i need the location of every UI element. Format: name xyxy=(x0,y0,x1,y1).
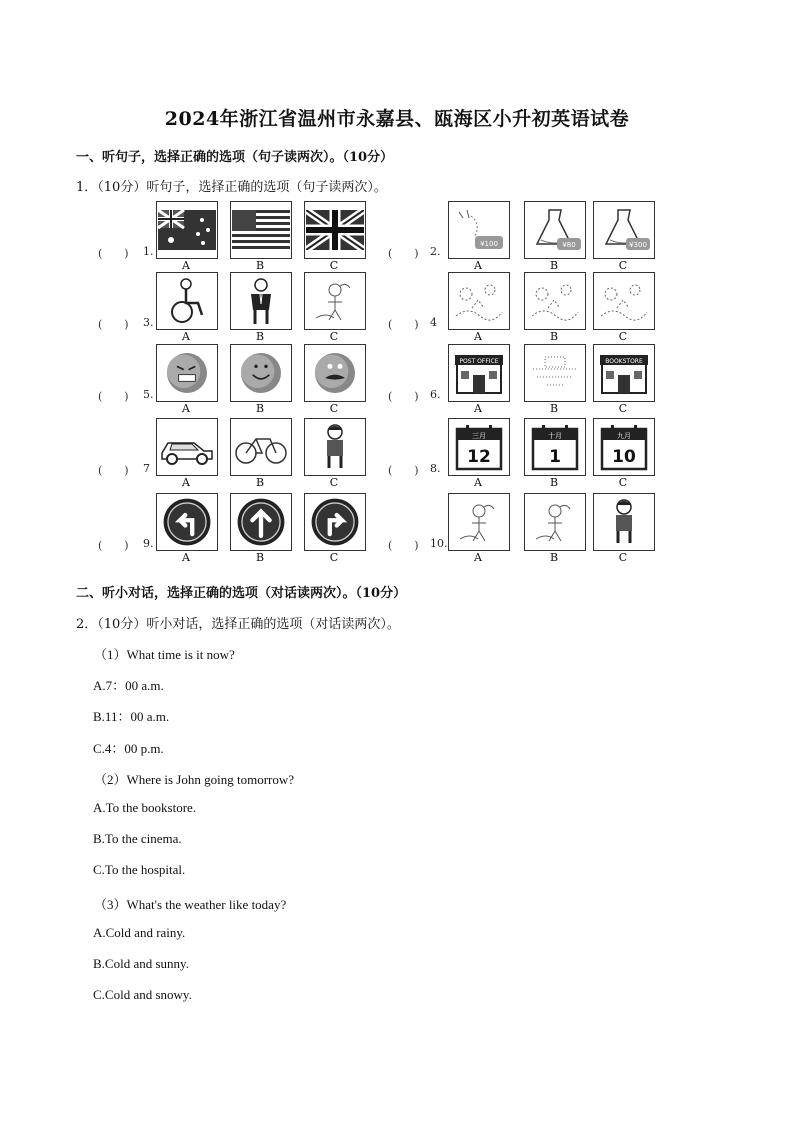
picture-option xyxy=(448,493,510,551)
answer-parenthesis: ( ) xyxy=(388,539,419,552)
answer-parenthesis: ( ) xyxy=(388,247,419,260)
option-letter: C xyxy=(618,551,628,564)
picture-option xyxy=(156,344,218,402)
price-tag-icon xyxy=(451,206,507,254)
option-letter: C xyxy=(329,330,339,343)
picture-option xyxy=(304,418,366,476)
picture-option xyxy=(304,272,366,330)
option-1b: B.11：00 a.m. xyxy=(93,709,170,724)
option-2b: B.To the cinema. xyxy=(93,831,182,846)
australia-flag-icon xyxy=(158,210,216,250)
option-letter: C xyxy=(329,259,339,272)
angry-face-icon xyxy=(162,348,212,398)
picture-option xyxy=(304,493,366,551)
item-number: 2. xyxy=(430,245,441,258)
picture-option xyxy=(524,344,586,402)
bookstore-icon xyxy=(596,349,652,397)
picture-option xyxy=(524,418,586,476)
svg-text:10: 10 xyxy=(612,447,636,467)
picture-option xyxy=(230,493,292,551)
post-office-icon xyxy=(451,349,507,397)
turn-left-icon xyxy=(161,496,213,548)
option-letter: A xyxy=(182,259,190,272)
calendar-icon xyxy=(530,423,580,471)
option-2a: A.To the bookstore. xyxy=(93,800,197,815)
picture-option xyxy=(593,344,655,402)
option-letter: C xyxy=(618,402,628,415)
option-3b: B.Cold and sunny. xyxy=(93,956,189,971)
answer-parenthesis: ( ) xyxy=(98,390,129,403)
option-1a: A.7：00 a.m. xyxy=(93,678,164,693)
picture-option xyxy=(593,493,655,551)
item-number: 10. xyxy=(430,537,448,550)
option-letter: A xyxy=(182,402,190,415)
item-number: 4 xyxy=(430,316,437,329)
option-letter: B xyxy=(549,476,559,489)
option-letter: B xyxy=(549,330,559,343)
picture-option xyxy=(230,344,292,402)
picture-option xyxy=(230,201,292,259)
option-letter: B xyxy=(255,476,265,489)
calendar-icon xyxy=(454,423,504,471)
picture-option xyxy=(448,418,510,476)
street-icon xyxy=(527,349,583,397)
option-letter: A xyxy=(474,330,482,343)
option-letter: B xyxy=(549,259,559,272)
scene-icon xyxy=(452,278,506,324)
option-letter: C xyxy=(329,402,339,415)
calendar-icon xyxy=(599,423,649,471)
dress-icon xyxy=(596,206,652,254)
svg-text:三月: 三月 xyxy=(472,432,486,440)
option-letter: A xyxy=(182,476,190,489)
wheelchair-icon xyxy=(164,276,210,326)
item-number: 5. xyxy=(143,388,154,401)
sub-question-1: （1）What time is it now? xyxy=(94,647,235,662)
option-3a: A.Cold and rainy. xyxy=(93,925,186,940)
option-letter: C xyxy=(618,476,628,489)
bike-icon xyxy=(232,427,290,467)
option-letter: C xyxy=(329,551,339,564)
picture-option xyxy=(304,201,366,259)
option-3c: C.Cold and snowy. xyxy=(93,987,192,1002)
picture-option xyxy=(524,272,586,330)
option-letter: A xyxy=(474,551,482,564)
item-number: 6. xyxy=(430,388,441,401)
answer-parenthesis: ( ) xyxy=(98,318,129,331)
svg-text:12: 12 xyxy=(467,447,491,467)
item-number: 9. xyxy=(143,537,154,550)
svg-text:九月: 九月 xyxy=(617,432,631,440)
svg-text:1: 1 xyxy=(549,447,561,467)
answer-parenthesis: ( ) xyxy=(388,390,419,403)
option-letter: B xyxy=(549,551,559,564)
question-2: 2．（10分）听小对话，选择正确的选项（对话读两次）。 xyxy=(76,617,400,632)
mustache-face-icon xyxy=(310,348,360,398)
scene-icon xyxy=(597,278,651,324)
section-2-heading: 二、听小对话，选择正确的选项（对话读两次）。（10分） xyxy=(76,586,407,601)
option-1c: C.4：00 p.m. xyxy=(93,741,164,756)
option-letter: A xyxy=(182,551,190,564)
option-letter: A xyxy=(474,476,482,489)
picture-option xyxy=(156,493,218,551)
boy-icon xyxy=(315,422,355,472)
item-number: 7 xyxy=(143,462,150,475)
page-title: 2024年浙江省温州市永嘉县、瓯海区小升初英语试卷 xyxy=(164,108,630,130)
svg-text:BOOKSTORE: BOOKSTORE xyxy=(605,358,643,365)
option-letter: B xyxy=(255,259,265,272)
svg-text:¥300: ¥300 xyxy=(629,241,647,249)
answer-parenthesis: ( ) xyxy=(98,464,129,477)
picture-option xyxy=(304,344,366,402)
man-icon xyxy=(241,276,281,326)
dog-icon xyxy=(310,278,360,324)
item-number: 1. xyxy=(143,245,154,258)
picture-option xyxy=(593,201,655,259)
scene-icon xyxy=(528,278,582,324)
answer-parenthesis: ( ) xyxy=(388,318,419,331)
picture-option xyxy=(448,201,510,259)
picture-option xyxy=(230,418,292,476)
option-2c: C.To the hospital. xyxy=(93,862,186,877)
car-icon xyxy=(158,427,216,467)
happy-face-icon xyxy=(236,348,286,398)
item-number: 3. xyxy=(143,316,154,329)
item-number: 8. xyxy=(430,462,441,475)
sub-question-3: （3）What's the weather like today? xyxy=(94,897,287,912)
picture-option xyxy=(156,201,218,259)
picture-option xyxy=(524,201,586,259)
uk-flag-icon xyxy=(306,210,364,250)
option-letter: C xyxy=(329,476,339,489)
sub-question-2: （2）Where is John going tomorrow? xyxy=(94,772,295,787)
picture-option xyxy=(524,493,586,551)
dress-icon xyxy=(527,206,583,254)
option-letter: C xyxy=(618,330,628,343)
person-icon xyxy=(454,499,504,545)
section-1-heading: 一、听句子，选择正确的选项（句子读两次）。（10分） xyxy=(76,150,394,165)
answer-parenthesis: ( ) xyxy=(98,539,129,552)
picture-option xyxy=(156,418,218,476)
svg-text:¥80: ¥80 xyxy=(562,241,576,249)
picture-option xyxy=(156,272,218,330)
go-straight-icon xyxy=(235,496,287,548)
svg-text:POST OFFICE: POST OFFICE xyxy=(459,358,499,365)
option-letter: A xyxy=(182,330,190,343)
turn-right-icon xyxy=(309,496,361,548)
option-letter: B xyxy=(255,330,265,343)
question-1: 1．（10分）听句子，选择正确的选项（句子读两次）。 xyxy=(76,180,387,195)
option-letter: B xyxy=(255,402,265,415)
picture-option xyxy=(593,272,655,330)
answer-parenthesis: ( ) xyxy=(98,247,129,260)
svg-text:¥100: ¥100 xyxy=(480,240,498,248)
answer-parenthesis: ( ) xyxy=(388,464,419,477)
option-letter: B xyxy=(549,402,559,415)
picture-option xyxy=(230,272,292,330)
option-letter: C xyxy=(618,259,628,272)
picture-option xyxy=(593,418,655,476)
svg-text:十月: 十月 xyxy=(548,432,562,440)
option-letter: B xyxy=(255,551,265,564)
picture-option xyxy=(448,272,510,330)
police-icon xyxy=(530,499,580,545)
usa-flag-icon xyxy=(232,210,290,250)
option-letter: A xyxy=(474,402,482,415)
boy-icon xyxy=(604,497,644,547)
option-letter: A xyxy=(474,259,482,272)
picture-option xyxy=(448,344,510,402)
